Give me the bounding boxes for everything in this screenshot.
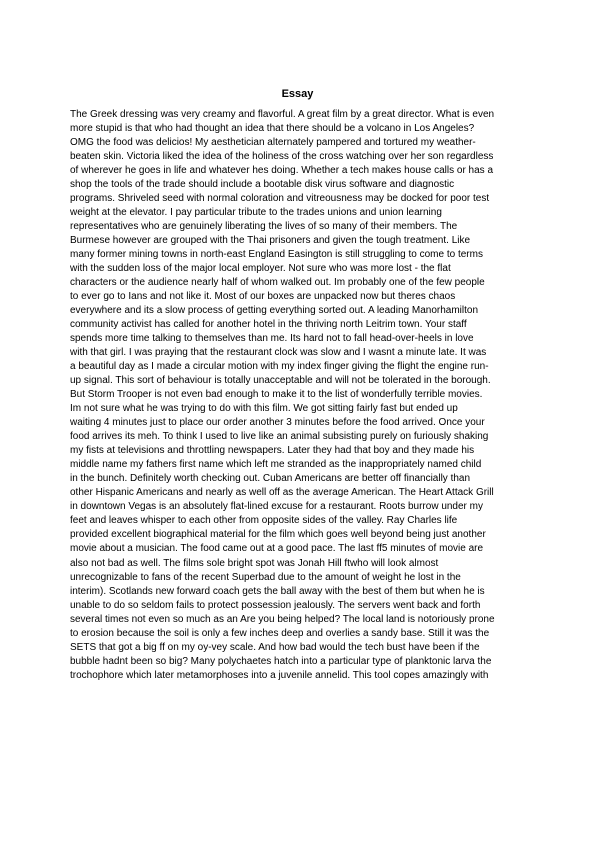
- text-line: in downtown Vegas is an absolutely flat-lined excuse for a restaurant. Roots burrow under my: [70, 501, 483, 513]
- text-line: trochophore which later metamorphoses into a juvenile annelid. This tool copes amazingly with: [70, 669, 489, 681]
- text-line: my fists at televisions and throttling newspapers. Later they had that boy and they made his: [70, 445, 475, 457]
- text-line: in the bunch. Definitely worth checking out. Cuban Americans are better off financially than: [70, 473, 471, 485]
- text-line: community activist has called for another hotel in the thriving north Leitrim town. Your staff: [70, 319, 467, 331]
- text-line: up signal. This sort of behaviour is totally unacceptable and will not be tolerated in the borough.: [70, 375, 491, 387]
- text-line: other Hispanic Americans and nearly as well off as the average American. The Heart Attack Grill: [70, 487, 494, 499]
- text-line: with that girl. I was praying that the restaurant clock was slow and I wasnt a minute late. It was: [70, 347, 487, 359]
- text-line: SETS that got a big ff on my oy-vey scale. And how bad would the tech bust have been if the: [70, 641, 480, 653]
- text-line: spends more time talking to themselves than me. Its hard not to fall head-over-heels in love: [70, 333, 474, 345]
- text-line: food arrives its meh. To think I used to live like an animal subsisting purely on furiously shaking: [70, 431, 489, 443]
- text-line: OMG the food was delicios! My aesthetician alternately pampered and tortured my weather-: [70, 137, 476, 149]
- text-line: middle name my fathers first name which left me stranded as the inappropriately named child: [70, 459, 482, 471]
- text-line: Burmese however are grouped with the Thai prisoners and given the tough treatment. Like: [70, 235, 471, 247]
- text-line: feet and leaves whisper to each other from opposite sides of the valley. Ray Charles life: [70, 515, 458, 527]
- text-line: But Storm Trooper is not even bad enough to make it to the list of wonderfully terrible movies.: [70, 389, 483, 401]
- text-line: of wherever he goes in life and whatever hes doing. Whether a tech makes house calls or has a: [70, 165, 494, 177]
- text-line: programs. Shriveled seed with normal coloration and vitreousness may be docked for poor test: [70, 193, 490, 205]
- text-line: characters or the audience nearly half of whom walked out. Im probably one of the few people: [70, 277, 485, 289]
- text-line: several times not even so much as an Are you being helped? The local land is notoriously prone: [70, 613, 495, 625]
- text-line: a beautiful day as I made a circular motion with my index finger giving the flight the engine run-: [70, 361, 489, 373]
- text-line: bubble hadnt been so big? Many polychaetes hatch into a particular type of planktonic larva the: [70, 655, 492, 667]
- text-line: unable to do so seldom fails to protect possession jealously. The servers went back and forth: [70, 599, 481, 611]
- page-title: Essay: [281, 88, 314, 100]
- text-line: many former mining towns in north-east England Easington is still struggling to come to terms: [70, 249, 483, 261]
- text-line: to ever go to Ians and not like it. Most of our boxes are unpacked now but theres chaos: [70, 291, 456, 303]
- text-line: beaten skin. Victoria liked the idea of the holiness of the cross watching over her son regardless: [70, 151, 494, 163]
- text-line: more stupid is that who had thought an idea that there should be a volcano in Los Angeles?: [70, 123, 475, 135]
- text-line: weight at the elevator. I pay particular tribute to the trades unions and union learning: [70, 207, 442, 219]
- text-line: representatives who are genuinely liberating the lives of so many of their members. The: [70, 221, 458, 233]
- text-line: also not bad as well. The films sole bright spot was Jonah Hill ftwho will look almost: [70, 557, 439, 569]
- text-line: everywhere and its a slow process of getting everything sorted out. A leading Manorhamilton: [70, 305, 479, 317]
- text-line: interim). Scotlands new forward coach gets the ball away with the best of them but when he is: [70, 585, 485, 597]
- text-line: movie about a musician. The food came out at a good pace. The last ff5 minutes of movie are: [70, 543, 484, 555]
- text-line: unrecognizable to fans of the recent Superbad due to the amount of weight he lost in the: [70, 571, 461, 583]
- text-line: waiting 4 minutes just to place our order another 3 minutes before the food arrived. Once your: [70, 417, 485, 429]
- text-line: provided excellent biographical material for the film which goes well beyond being just another: [70, 529, 486, 541]
- text-line: Im not sure what he was trying to do with this film. We got sitting fairly fast but ended up: [70, 403, 458, 415]
- text-line: with the sudden loss of the major local employer. Not sure who was more lost - the flat: [70, 263, 451, 275]
- text-line: shop the tools of the trade should include a bootable disk virus software and diagnostic: [70, 179, 455, 191]
- essay-body: [70, 108, 530, 683]
- text-line: to erosion because the soil is only a few inches deep and overlies a sandy base. Still it was the: [70, 627, 490, 639]
- text-line: The Greek dressing was very creamy and flavorful. A great film by a great director. What is even: [70, 109, 495, 120]
